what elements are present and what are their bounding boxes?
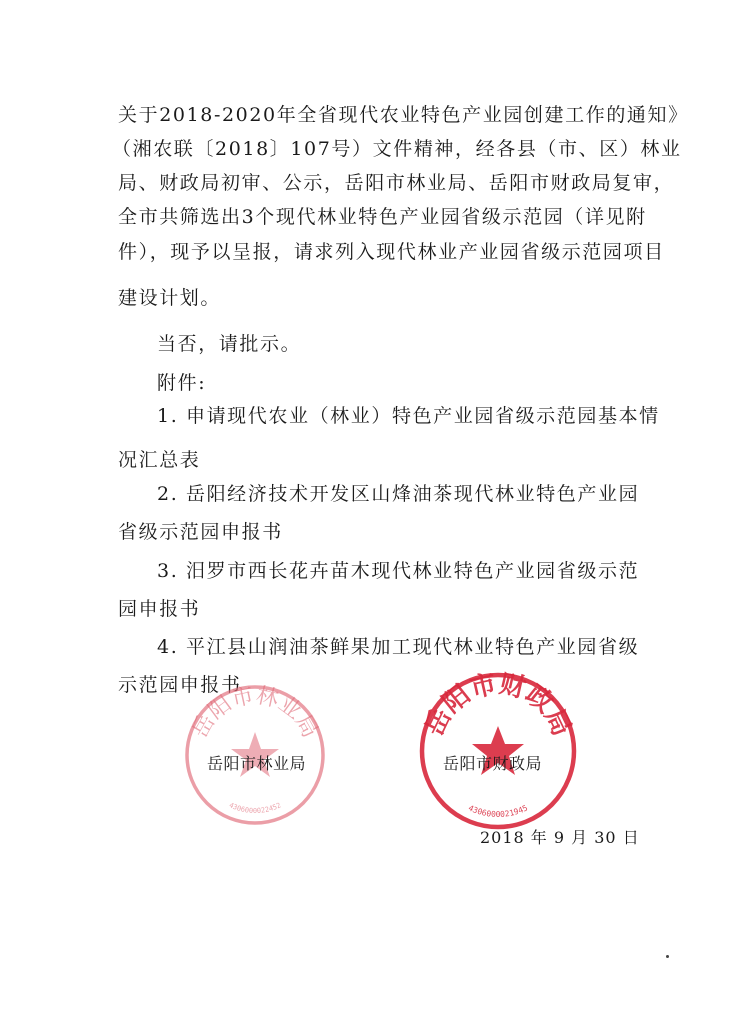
svg-text:岳阳市林业局: 岳阳市林业局	[187, 683, 323, 743]
body-line-3: 局、财政局初审、公示，岳阳市林业局、岳阳市财政局复审，	[118, 172, 675, 194]
body-line-4: 全市共筛选出3个现代林业特色产业园省级示范园（详见附	[118, 206, 647, 228]
attachment-2-line-2: 省级示范园申报书	[118, 521, 283, 543]
attachments-label: 附件:	[157, 372, 207, 394]
body-line-5: 件），现予以呈报，请求列入现代林业产业园省级示范园项目	[118, 241, 665, 263]
attachment-3-line-1: 3. 汨罗市西长花卉苗木现代林业特色产业园省级示范	[157, 560, 640, 582]
body-line-1: 关于2018-2020年全省现代农业特色产业园创建工作的通知》	[118, 104, 689, 126]
attachment-4-line-2: 示范园申报书	[118, 674, 242, 696]
svg-text:4306000021945: 4306000021945	[466, 803, 530, 819]
document-date: 2018 年 9 月 30 日	[480, 828, 640, 847]
attachment-2-line-1: 2. 岳阳经济技术开发区山烽油茶现代林业特色产业园	[157, 483, 640, 505]
signature-forestry-bureau: 岳阳市林业局	[207, 754, 307, 773]
finance-bureau-seal	[415, 668, 581, 834]
body-line-6: 建设计划。	[118, 287, 222, 309]
svg-text:4306000022452: 4306000022452	[227, 801, 283, 815]
request-line: 当否，请批示。	[157, 333, 302, 355]
attachment-4-line-1: 4. 平江县山润油茶鲜果加工现代林业特色产业园省级	[157, 636, 640, 658]
svg-text:岳阳市财政局: 岳阳市财政局	[419, 669, 577, 741]
attachment-1-line-1: 1. 申请现代农业（林业）特色产业园省级示范园基本情	[157, 405, 660, 427]
scan-speck	[666, 955, 669, 958]
attachment-3-line-2: 园申报书	[118, 598, 201, 620]
signature-finance-bureau: 岳阳市财政局	[443, 754, 543, 773]
body-line-2: （湘农联〔2018〕107号）文件精神，经各县（市、区）林业	[112, 138, 682, 160]
attachment-1-line-2: 况汇总表	[118, 449, 201, 471]
